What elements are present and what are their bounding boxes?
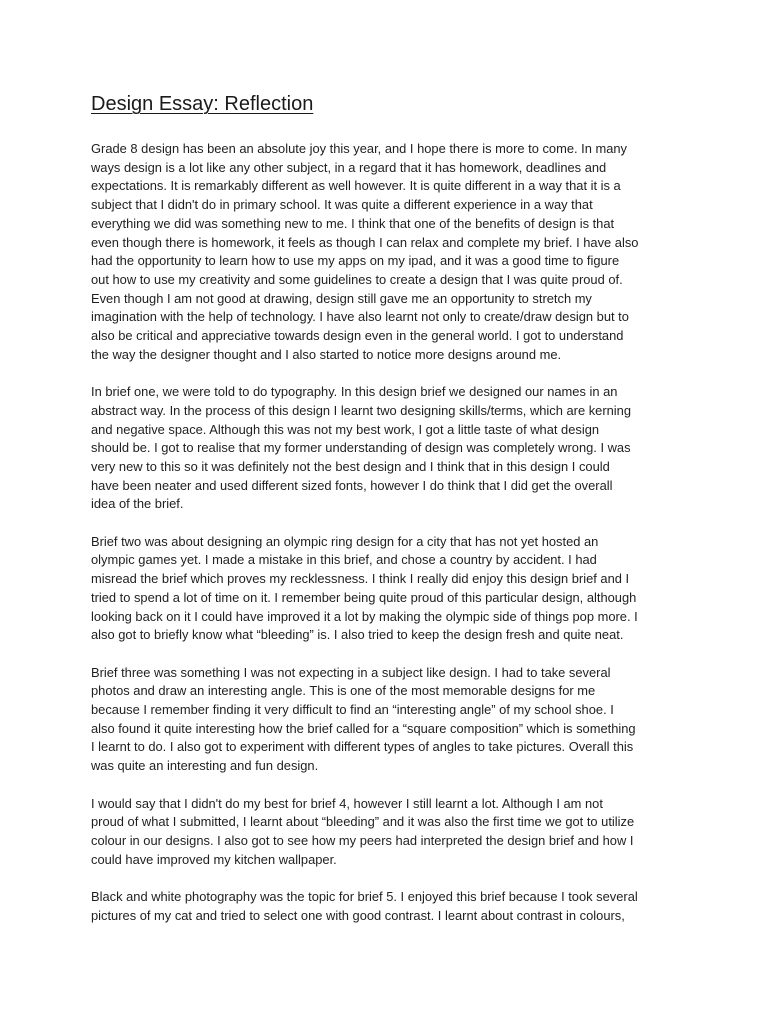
paragraph-brief-four: I would say that I didn't do my best for brief 4, however I still learnt a lot. Although I am not proud of what I submitted, I learnt about “bleeding” and it was also the first time we got to utilize colour in our designs. I also got to see how my peers had interpreted the design brief and how I could have improved my kitchen wallpaper. — [91, 795, 635, 867]
paragraph-brief-one: In brief one, we were told to do typography. In this design brief we designed our names in an abstract way. In the process of this design I learnt two designing skills/terms, which are kerning and negative space. Although this was not my best work, I got a little taste of what design should be. I got to realise that my former understanding of design was completely wrong. I was very new to this so it was definitely not the best design and I think that in this design I could have been neater and used different sized fonts, however I do think that I did get the overall idea of the brief. — [91, 384, 631, 512]
paragraph-brief-five: Black and white photography was the topic for brief 5. I enjoyed this brief because I took several pictures of my cat and tried to select one with good contrast. I learnt about contrast in colours, — [91, 889, 638, 923]
page-title: Design Essay: Reflection — [91, 93, 314, 115]
paragraph-brief-two: Brief two was about designing an olympic ring design for a city that has not yet hosted an olympic games yet. I made a mistake in this brief, and chose a country by accident. I had misread the brief which proves my recklessness. I think I really did enjoy this design brief and I tried to spend a lot of time on it. I remember being quite proud of this particular design, although looking back on it I could have improved it a lot by making the olympic side of things pop more. I also got to briefly know what “bleeding” is. I also tried to keep the design fresh and quite neat. — [91, 533, 638, 643]
paragraph-brief-three: Brief three was something I was not expecting in a subject like design. I had to take several photos and draw an interesting angle. This is one of the most memorable designs for me because I remember finding it very difficult to find an “interesting angle” of my school shoe. I also found it quite interesting how the brief called for a “square composition” which is something I learnt to do. I also got to experiment with different types of angles to take pictures. Overall this was quite an interesting and fun design. — [91, 664, 636, 774]
paragraph-intro: Grade 8 design has been an absolute joy this year, and I hope there is more to come. In many ways design is a lot like any other subject, in a regard that it has homework, deadlines and expectations. It is remarkably different as well however. It is quite different in a way that it is a subject that I didn't do in primary school. It was quite a different experience in a way that everything we did was something new to me. I think that one of the benefits of design is that even though there is homework, it feels as though I can relax and complete my brief. I have also had the opportunity to learn how to use my apps on my ipad, and it was a good time to figure out how to use my creativity and some guidelines to create a design that I was quite proud of. Even though I am not good at drawing, design still gave me an opportunity to stretch my imagination with the help of technology. I have also learnt not only to create/draw design but to also be critical and appreciative towards design even in the general world. I got to understand the way the designer thought and I also started to notice more designs around me. — [91, 141, 639, 362]
essay-body — [91, 140, 679, 944]
